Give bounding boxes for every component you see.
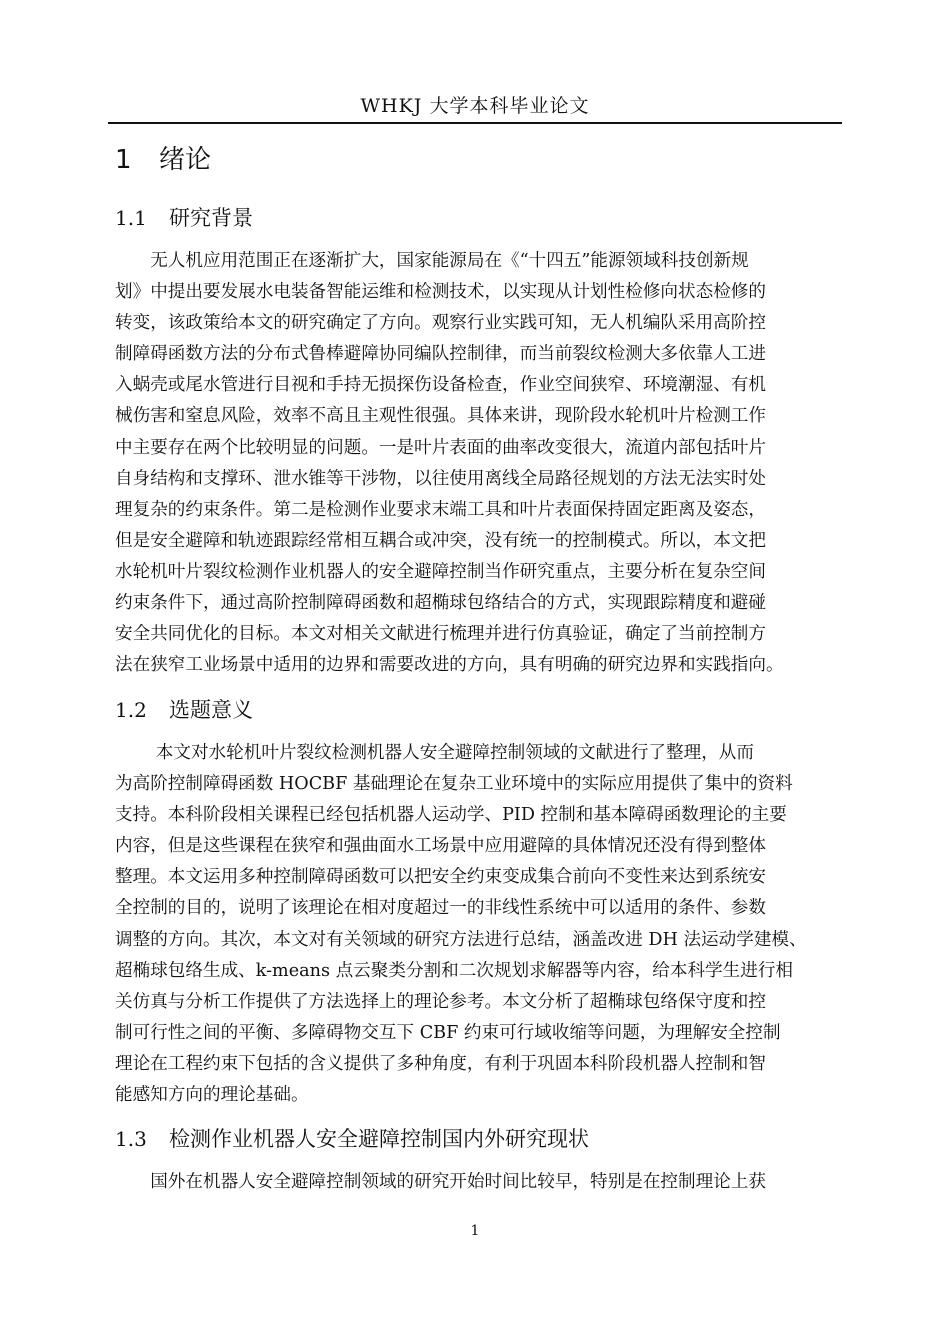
- section-number: 1.2: [115, 698, 147, 722]
- text-line: 划》中提出要发展水电装备智能运维和检测技术，以实现从计划性检修向状态检修的: [115, 282, 766, 303]
- paragraph-research-status: [115, 1167, 835, 1198]
- text-line: 全控制的目的，说明了该理论在相对度超过一的非线性系统中可以适用的条件、参数: [115, 898, 766, 919]
- header-rule: [108, 122, 842, 124]
- chapter-heading: [115, 141, 211, 179]
- text-line: 理复杂的约束条件。第二是检测作业要求末端工具和叶片表面保持固定距离及姿态，: [115, 499, 766, 520]
- running-header: WHKJ 大学本科毕业论文: [360, 95, 590, 117]
- chapter-number: 1: [115, 145, 132, 175]
- section-heading-1-1: [115, 203, 253, 233]
- text-line: 超椭球包络生成、k-means 点云聚类分割和二次规划求解器等内容，给本科学生进行相: [115, 960, 794, 981]
- paragraph-research-background: [115, 246, 835, 681]
- section-number: 1.1: [115, 206, 147, 230]
- page-number: 1: [470, 1223, 480, 1239]
- text-line: 中主要存在两个比较明显的问题。一是叶片表面的曲率改变很大，流道内部包括叶片: [115, 437, 766, 458]
- text-line: 械伤害和窒息风险，效率不高且主观性很强。具体来讲，现阶段水轮机叶片检测工作: [115, 406, 766, 427]
- text-line: 制障碍函数方法的分布式鲁棒避障协同编队控制律，而当前裂纹检测大多依靠人工进: [115, 344, 766, 365]
- text-line: 安全共同优化的目标。本文对相关文献进行梳理并进行仿真验证，确定了当前控制方: [115, 624, 766, 645]
- paragraph-topic-significance: [115, 738, 835, 1111]
- text-line: 为高阶控制障碍函数 HOCBF 基础理论在复杂工业环境中的实际应用提供了集中的资料: [115, 774, 793, 795]
- section-heading-1-3: [115, 1124, 589, 1154]
- text-line: 内容，但是这些课程在狭窄和强曲面水工场景中应用避障的具体情况还没有得到整体: [115, 836, 766, 857]
- text-line: 转变，该政策给本文的研究确定了方向。观察行业实践可知，无人机编队采用高阶控: [115, 313, 766, 334]
- text-line: 能感知方向的理论基础。: [115, 1085, 309, 1106]
- section-title: 选题意义: [169, 698, 253, 722]
- text-line: 整理。本文运用多种控制障碍函数可以把安全约束变成集合前向不变性来达到系统安: [115, 867, 766, 888]
- text-line: 本文对水轮机叶片裂纹检测机器人安全避障控制领域的文献进行了整理，从而: [115, 743, 754, 763]
- text-line: 法在狭窄工业场景中适用的边界和需要改进的方向，具有明确的研究边界和实践指向。: [115, 655, 784, 676]
- text-line: 自身结构和支撑环、泄水锥等干涉物，以往使用离线全局路径规划的方法无法实时处: [115, 468, 766, 489]
- text-line: 关仿真与分析工作提供了方法选择上的理论参考。本文分析了超椭球包络保守度和控: [115, 991, 766, 1012]
- section-heading-1-2: [115, 695, 253, 725]
- text-line: 但是安全避障和轨迹跟踪经常相互耦合或冲突，没有统一的控制模式。所以，本文把: [115, 530, 766, 551]
- text-line: 入蜗壳或尾水管进行目视和手持无损探伤设备检查，作业空间狭窄、环境潮湿、有机: [115, 375, 766, 396]
- text-line: 无人机应用范围正在逐渐扩大，国家能源局在《“十四五”能源领域科技创新规: [115, 251, 749, 271]
- text-line: 国外在机器人安全避障控制领域的研究开始时间比较早，特别是在控制理论上获: [115, 1172, 766, 1192]
- chapter-title: 绪论: [159, 145, 212, 175]
- text-line: 理论在工程约束下包括的含义提供了多种角度，有利于巩固本科阶段机器人控制和智: [115, 1053, 766, 1074]
- text-line: 约束条件下，通过高阶控制障碍函数和超椭球包络结合的方式，实现跟踪精度和避碰: [115, 593, 766, 614]
- section-title: 研究背景: [169, 206, 253, 230]
- text-line: 支持。本科阶段相关课程已经包括机器人运动学、PID 控制和基本障碍函数理论的主要: [115, 805, 787, 826]
- section-title: 检测作业机器人安全避障控制国内外研究现状: [169, 1127, 589, 1151]
- section-number: 1.3: [115, 1127, 147, 1151]
- text-line: 调整的方向。其次，本文对有关领域的研究方法进行总结，涵盖改进 DH 法运动学建模、: [115, 929, 807, 950]
- text-line: 制可行性之间的平衡、多障碍物交互下 CBF 约束可行域收缩等问题，为理解安全控制: [115, 1022, 781, 1043]
- text-line: 水轮机叶片裂纹检测作业机器人的安全避障控制当作研究重点，主要分析在复杂空间: [115, 561, 766, 582]
